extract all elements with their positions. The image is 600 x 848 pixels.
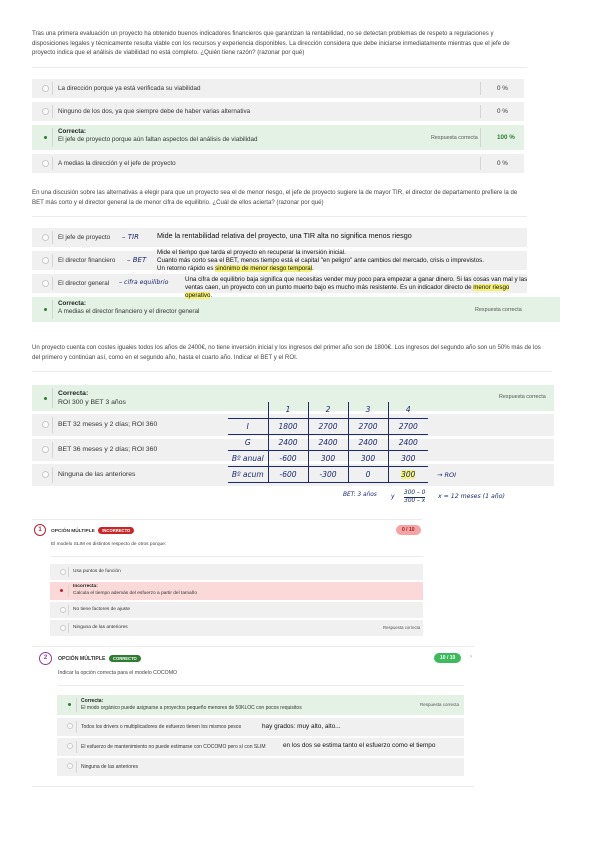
handwritten-bet-result: BET: 3 años: [343, 492, 377, 498]
handwritten-y: y: [391, 493, 395, 500]
q4-option-4[interactable]: Ninguna de las anteriores Respuesta correcta: [50, 620, 423, 636]
question-number-badge: 2: [39, 652, 52, 665]
radio-icon[interactable]: [60, 569, 66, 575]
q3-option-3[interactable]: BET 36 meses y 2 días; ROI 360: [32, 439, 554, 461]
selected-dot-icon: [44, 308, 47, 311]
radio-icon[interactable]: [42, 257, 49, 264]
radio-icon[interactable]: [42, 446, 49, 453]
radio-icon[interactable]: [67, 723, 73, 729]
table-row: G 2400 2400 2400 2400: [228, 434, 428, 450]
table-row: Bº anual -600 300 300 300: [228, 450, 428, 466]
q1-option-4[interactable]: A medias la dirección y el jefe de proyecto 0 %: [32, 154, 524, 173]
q2-option-3[interactable]: El director general: [32, 274, 527, 293]
q2-option-4-correct[interactable]: Correcta: A medias el director financiero y el director general Respuesta correcta: [32, 297, 560, 322]
radio-icon[interactable]: [42, 234, 49, 241]
table-header-row: 1 2 3 4: [228, 402, 428, 418]
question-3-text: Un proyecto cuenta con costes iguales todos los años de 2400€, no tiene inversión inicial y los ingresos del primer año son de 1800€. Los ingresos del segundo año son un 50% más de los del primero y continúan así, como en el segundo año, hasta el cuarto año. Indicar el BET y el ROI.: [32, 344, 541, 361]
radio-icon[interactable]: [42, 421, 49, 428]
chevron-right-icon[interactable]: ›: [470, 654, 472, 660]
table-row: Bº acum -600 -300 0 300: [228, 466, 428, 482]
q1-option-3-correct[interactable]: Correcta: El jefe de proyecto porque aún faltan aspectos del análisis de viabilidad Respuesta correcta 100 %: [32, 125, 524, 150]
handwritten-bet: – BET: [127, 256, 147, 264]
radio-icon[interactable]: [42, 108, 49, 115]
handwritten-fraction: 300 – 0 300 – x: [404, 490, 426, 504]
note-grados: hay grados: muy alto, alto...: [262, 723, 341, 730]
table-row: I 1800 2700 2700 2700: [228, 418, 428, 434]
score-badge: 0 / 10: [396, 525, 421, 535]
q5-option-3[interactable]: El esfuerzo de mantenimiento no puede estimarse con COCOMO pero sí con SLIM: [57, 738, 464, 756]
handwritten-roi-arrow: → ROI: [437, 471, 457, 479]
radio-icon[interactable]: [42, 160, 49, 167]
q2-option-2[interactable]: El director financiero: [32, 251, 527, 270]
handwritten-tir: – TIR: [122, 233, 139, 241]
q3-option-1-correct[interactable]: Correcta: ROI 300 y BET 3 años Respuesta correcta: [32, 385, 554, 411]
radio-icon[interactable]: [67, 763, 73, 769]
q4-option-2-incorrect[interactable]: Incorrecta: Calcula el tiempo además del esfuerzo a partir del tamaño: [50, 582, 423, 600]
q4-option-1[interactable]: Usa puntos de función: [50, 564, 423, 580]
question-2-text: En una discusión sobre las alternativas a elegir para que un proyecto sea el de menor riesgo, el jefe de proyecto sugiere la de mayor TIR, el director de departamento prefiere la de BET más corto y el director general la de menor cifra de equilibrio. ¿Cuál de ellos acierta? (razonar por qué): [32, 189, 518, 206]
q4-option-3[interactable]: No tiene factores de ajuste: [50, 602, 423, 618]
status-badge: CORRECTO: [109, 655, 141, 662]
note-bet: Mide el tiempo que tarda el proyecto en recuperar la inversión inicial. Cuanto más corto sea el BET, menos tiempo está el capital "en peligro" ante cambios del mercado, crisis o imprevistos. Un retorno rápido es sinónimo de menor riesgo temporal.: [157, 249, 484, 273]
handwritten-cifra: – cifra equilibrio: [119, 279, 169, 286]
radio-icon[interactable]: [42, 280, 49, 287]
note-tiempo: en los dos se estima tanto el esfuerzo como el tiempo: [283, 742, 436, 749]
q1-option-1[interactable]: La dirección porque ya está verificada su viabilidad 0 %: [32, 79, 524, 98]
question-number-badge: 1: [34, 524, 46, 536]
question-1-text: Tras una primera evaluación un proyecto ha obtenido buenos indicadores financieros que garantizan la rentabilidad, no se detectan problemas de respeto a regulaciones y disposiciones legales y técnicamente resulta viable con los recursos y experiencia disponibles. La dirección considera que debe iniciarse inmediatamente mientras que el jefe de proyecto indica que el análisis de viabilidad no está completo. ¿Quién tiene razón? (razonar por qué): [32, 30, 510, 56]
score-badge: 10 / 10: [434, 653, 461, 663]
question-5-header: OPCIÓN MÚLTIPLE CORRECTO: [58, 655, 141, 662]
radio-icon[interactable]: [60, 625, 66, 631]
question-5-text: Indicar la opción correcta para el modelo COCOMO: [58, 670, 178, 676]
radio-icon[interactable]: [42, 85, 49, 92]
question-4-header: OPCIÓN MÚLTIPLE INCORRECTO: [51, 527, 134, 534]
note-cifra: Una cifra de equilibrio baja significa que necesitas vender muy poco para empezar a ganar dinero. Si las cosas van mal y las ventas caen, un proyecto con un punto muerto bajo es mucho más resistente. Es un indicador directo de menor riesgo operativo.: [185, 276, 528, 300]
radio-icon[interactable]: [60, 607, 66, 613]
note-tir: Mide la rentabilidad relativa del proyecto, una TIR alta no significa menos riesgo: [157, 231, 412, 240]
selected-dot-icon: [60, 589, 63, 592]
q3-option-2[interactable]: BET 32 meses y 2 días; ROI 360: [32, 414, 554, 436]
selected-dot-icon: [44, 397, 47, 400]
q2-option-1[interactable]: El jefe de proyecto: [32, 228, 527, 247]
handwritten-cashflow-table: [228, 402, 428, 483]
handwritten-x-result: x = 12 meses (1 año): [438, 493, 505, 500]
radio-icon[interactable]: [67, 743, 73, 749]
q5-option-2[interactable]: Todos los drivers o multiplicadores de esfuerzo tienen los mismos pesos: [57, 718, 464, 736]
q5-option-4[interactable]: Ninguna de las anteriores: [57, 758, 464, 776]
q1-option-2[interactable]: Ninguno de los dos, ya que siempre debe de haber varias alternativa 0 %: [32, 102, 524, 121]
selected-dot-icon: [68, 703, 71, 706]
radio-icon[interactable]: [42, 471, 49, 478]
question-4-text: El modelo SLIM es distintos respecto de otros porque:: [51, 542, 167, 547]
q3-option-4[interactable]: Ninguna de las anteriores: [32, 464, 554, 486]
status-badge: INCORRECTO: [98, 527, 134, 534]
selected-dot-icon: [44, 136, 47, 139]
q5-option-1-correct[interactable]: Correcta: El modo orgánico puede asignarse a proyectos pequeño menores de 50KLOC con pocos requisitos Respuesta correcta: [57, 695, 464, 715]
